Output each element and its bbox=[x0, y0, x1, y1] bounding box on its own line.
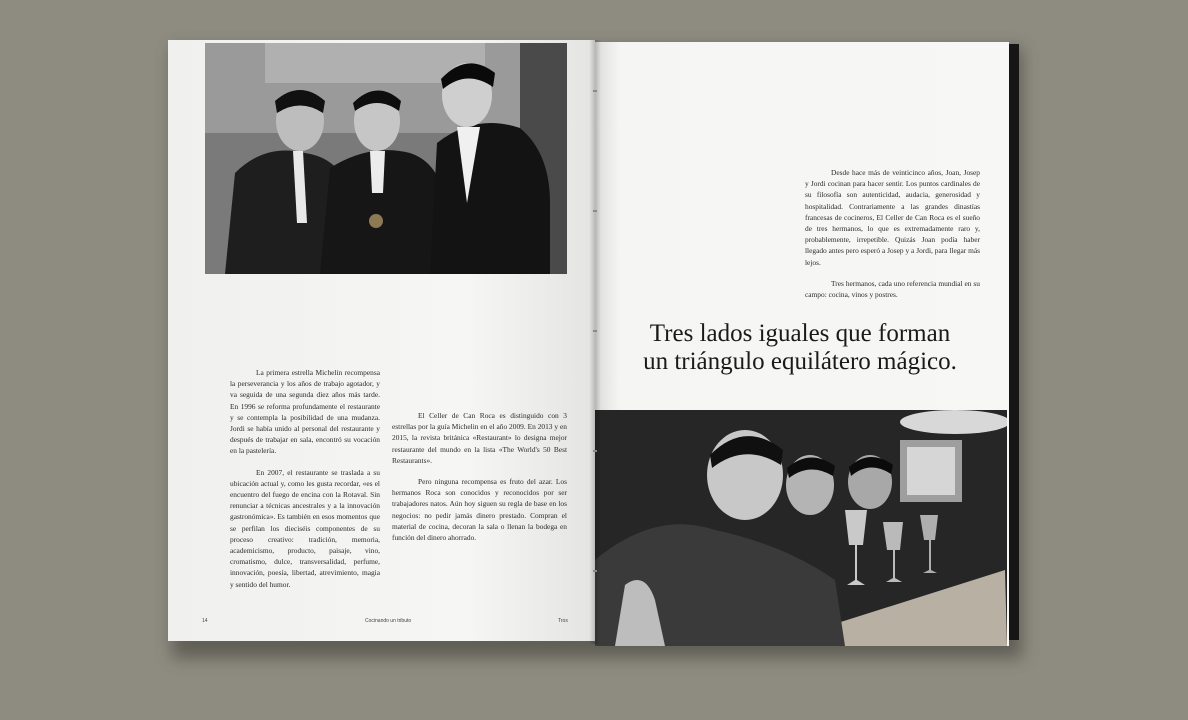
pull-quote-headline: Tres lados iguales que forman un triángulo equilátero mágico. bbox=[643, 320, 957, 375]
paragraph: Tres hermanos, cada uno referencia mundial en su campo: cocina, vinos y postres. bbox=[805, 278, 980, 300]
binding-stitch bbox=[593, 90, 597, 92]
left-column-2 bbox=[392, 410, 567, 553]
photo-three-brothers-toast bbox=[595, 410, 1007, 646]
binding-stitch bbox=[593, 570, 597, 572]
footer-brand: Tros bbox=[558, 618, 568, 624]
paragraph: En 2007, el restaurante se traslada a su ubicación actual y, como les gusta recordar, «es el encuentro del fuego de encina con la Rotaval. Sin renunciar a técnicas ancestrales y a la innovación gastronómica». Es también en esos momentos que se perfilan los dieciséis componentes de su proceso creativo: tradición, memoria, academicismo, producto, paisaje, vino, cromatismo, dulce, transversalidad, perfume, innovación, poesía, libertad, atrevimiento, magia y sentido del humor. bbox=[230, 467, 380, 589]
right-intro-text bbox=[805, 167, 980, 310]
paragraph: Pero ninguna recompensa es fruto del azar. Los hermanos Roca son conocidos y reconocidos por ser trabajadores natos. Aún hoy siguen su regla de base en los negocios: no pedir jamás dinero prestado. Compran el material de cocina, decoran la sala o llenan la bodega en función del dinero ahorrado. bbox=[392, 477, 567, 543]
book-spine bbox=[589, 40, 601, 644]
paragraph: El Celler de Can Roca es distinguido con 3 estrellas por la guía Michelin en el año 2009. En 2013 y en 2015, la revista británica «Restaurant» lo designa mejor restaurante del mundo en la lista «The World's 50 Best Restaurants». bbox=[392, 411, 567, 465]
left-column-1 bbox=[230, 367, 380, 600]
binding-stitch bbox=[593, 450, 597, 452]
page-number: 14 bbox=[202, 618, 208, 624]
paragraph: La primera estrella Michelin recompensa la perseverancia y los años de trabajo agotador, y va seguida de una segunda diez años más tarde. En 1996 se reforma profundamente el restaurante y se contempla la posibilidad de una mudanza. Jordi se había unido al personal del restaurante y después de trabajar en sala, encontró su vocación en la pastelería. bbox=[230, 368, 380, 456]
binding-stitch bbox=[593, 210, 597, 212]
photo-three-brothers-formal bbox=[205, 43, 567, 274]
running-title: Cocinando un tributo bbox=[365, 618, 412, 624]
paragraph: Desde hace más de veinticinco años, Joan, Josep y Jordi cocinan para hacer sentir. Los puntos cardinales de su filosofía son autenticidad, audacia, generosidad y hospitalidad. Contrariamente a las grandes dinastías francesas de cocineros, El Celler de Can Roca es el sueño de tres hermanos, lo que es extremadamente raro y, probablemente, irrepetible. Quizás Joan podía haber llegado antes pero esperó a Josep y a Jordi, para llegar más lejos. bbox=[805, 168, 980, 267]
binding-stitch bbox=[593, 330, 597, 332]
